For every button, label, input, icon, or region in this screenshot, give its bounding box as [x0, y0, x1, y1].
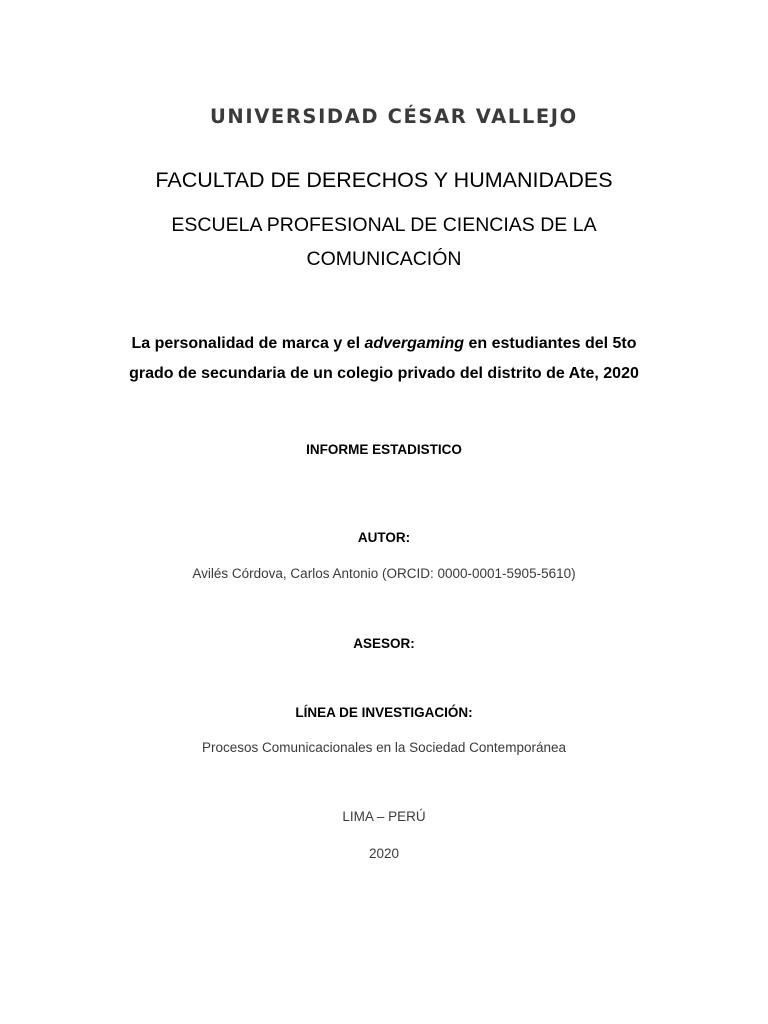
- research-line-label: LÍNEA DE INVESTIGACIÓN:: [295, 705, 473, 720]
- school-name-line-2: COMUNICACIÓN: [306, 248, 462, 270]
- author-value: Avilés Córdova, Carlos Antonio (ORCID: 0000-0001-5905-5610): [192, 566, 576, 581]
- thesis-title-text: en estudiantes del 5to: [464, 335, 637, 352]
- faculty-name: FACULTAD DE DERECHOS Y HUMANIDADES: [155, 168, 613, 192]
- university-logo: [200, 88, 578, 146]
- thesis-title-italic-term: advergaming: [364, 335, 465, 352]
- school-name-line-1: ESCUELA PROFESIONAL DE CIENCIAS DE LA: [171, 214, 597, 236]
- report-type: INFORME ESTADISTICO: [306, 442, 462, 457]
- thesis-title-line-1: [0, 334, 768, 354]
- place: LIMA – PERÚ: [342, 809, 426, 824]
- thesis-title-line-2: grado de secundaria de un colegio privado del distrito de Ate, 2020: [129, 365, 639, 382]
- year: 2020: [368, 846, 400, 861]
- university-name: UNIVERSIDAD CÉSAR VALLEJO: [210, 105, 578, 129]
- research-line-value: Procesos Comunicacionales en la Sociedad Contemporánea: [202, 740, 566, 755]
- advisor-label: ASESOR:: [353, 636, 415, 651]
- thesis-title-text: La personalidad de marca y el: [131, 335, 365, 352]
- author-label: AUTOR:: [357, 530, 411, 545]
